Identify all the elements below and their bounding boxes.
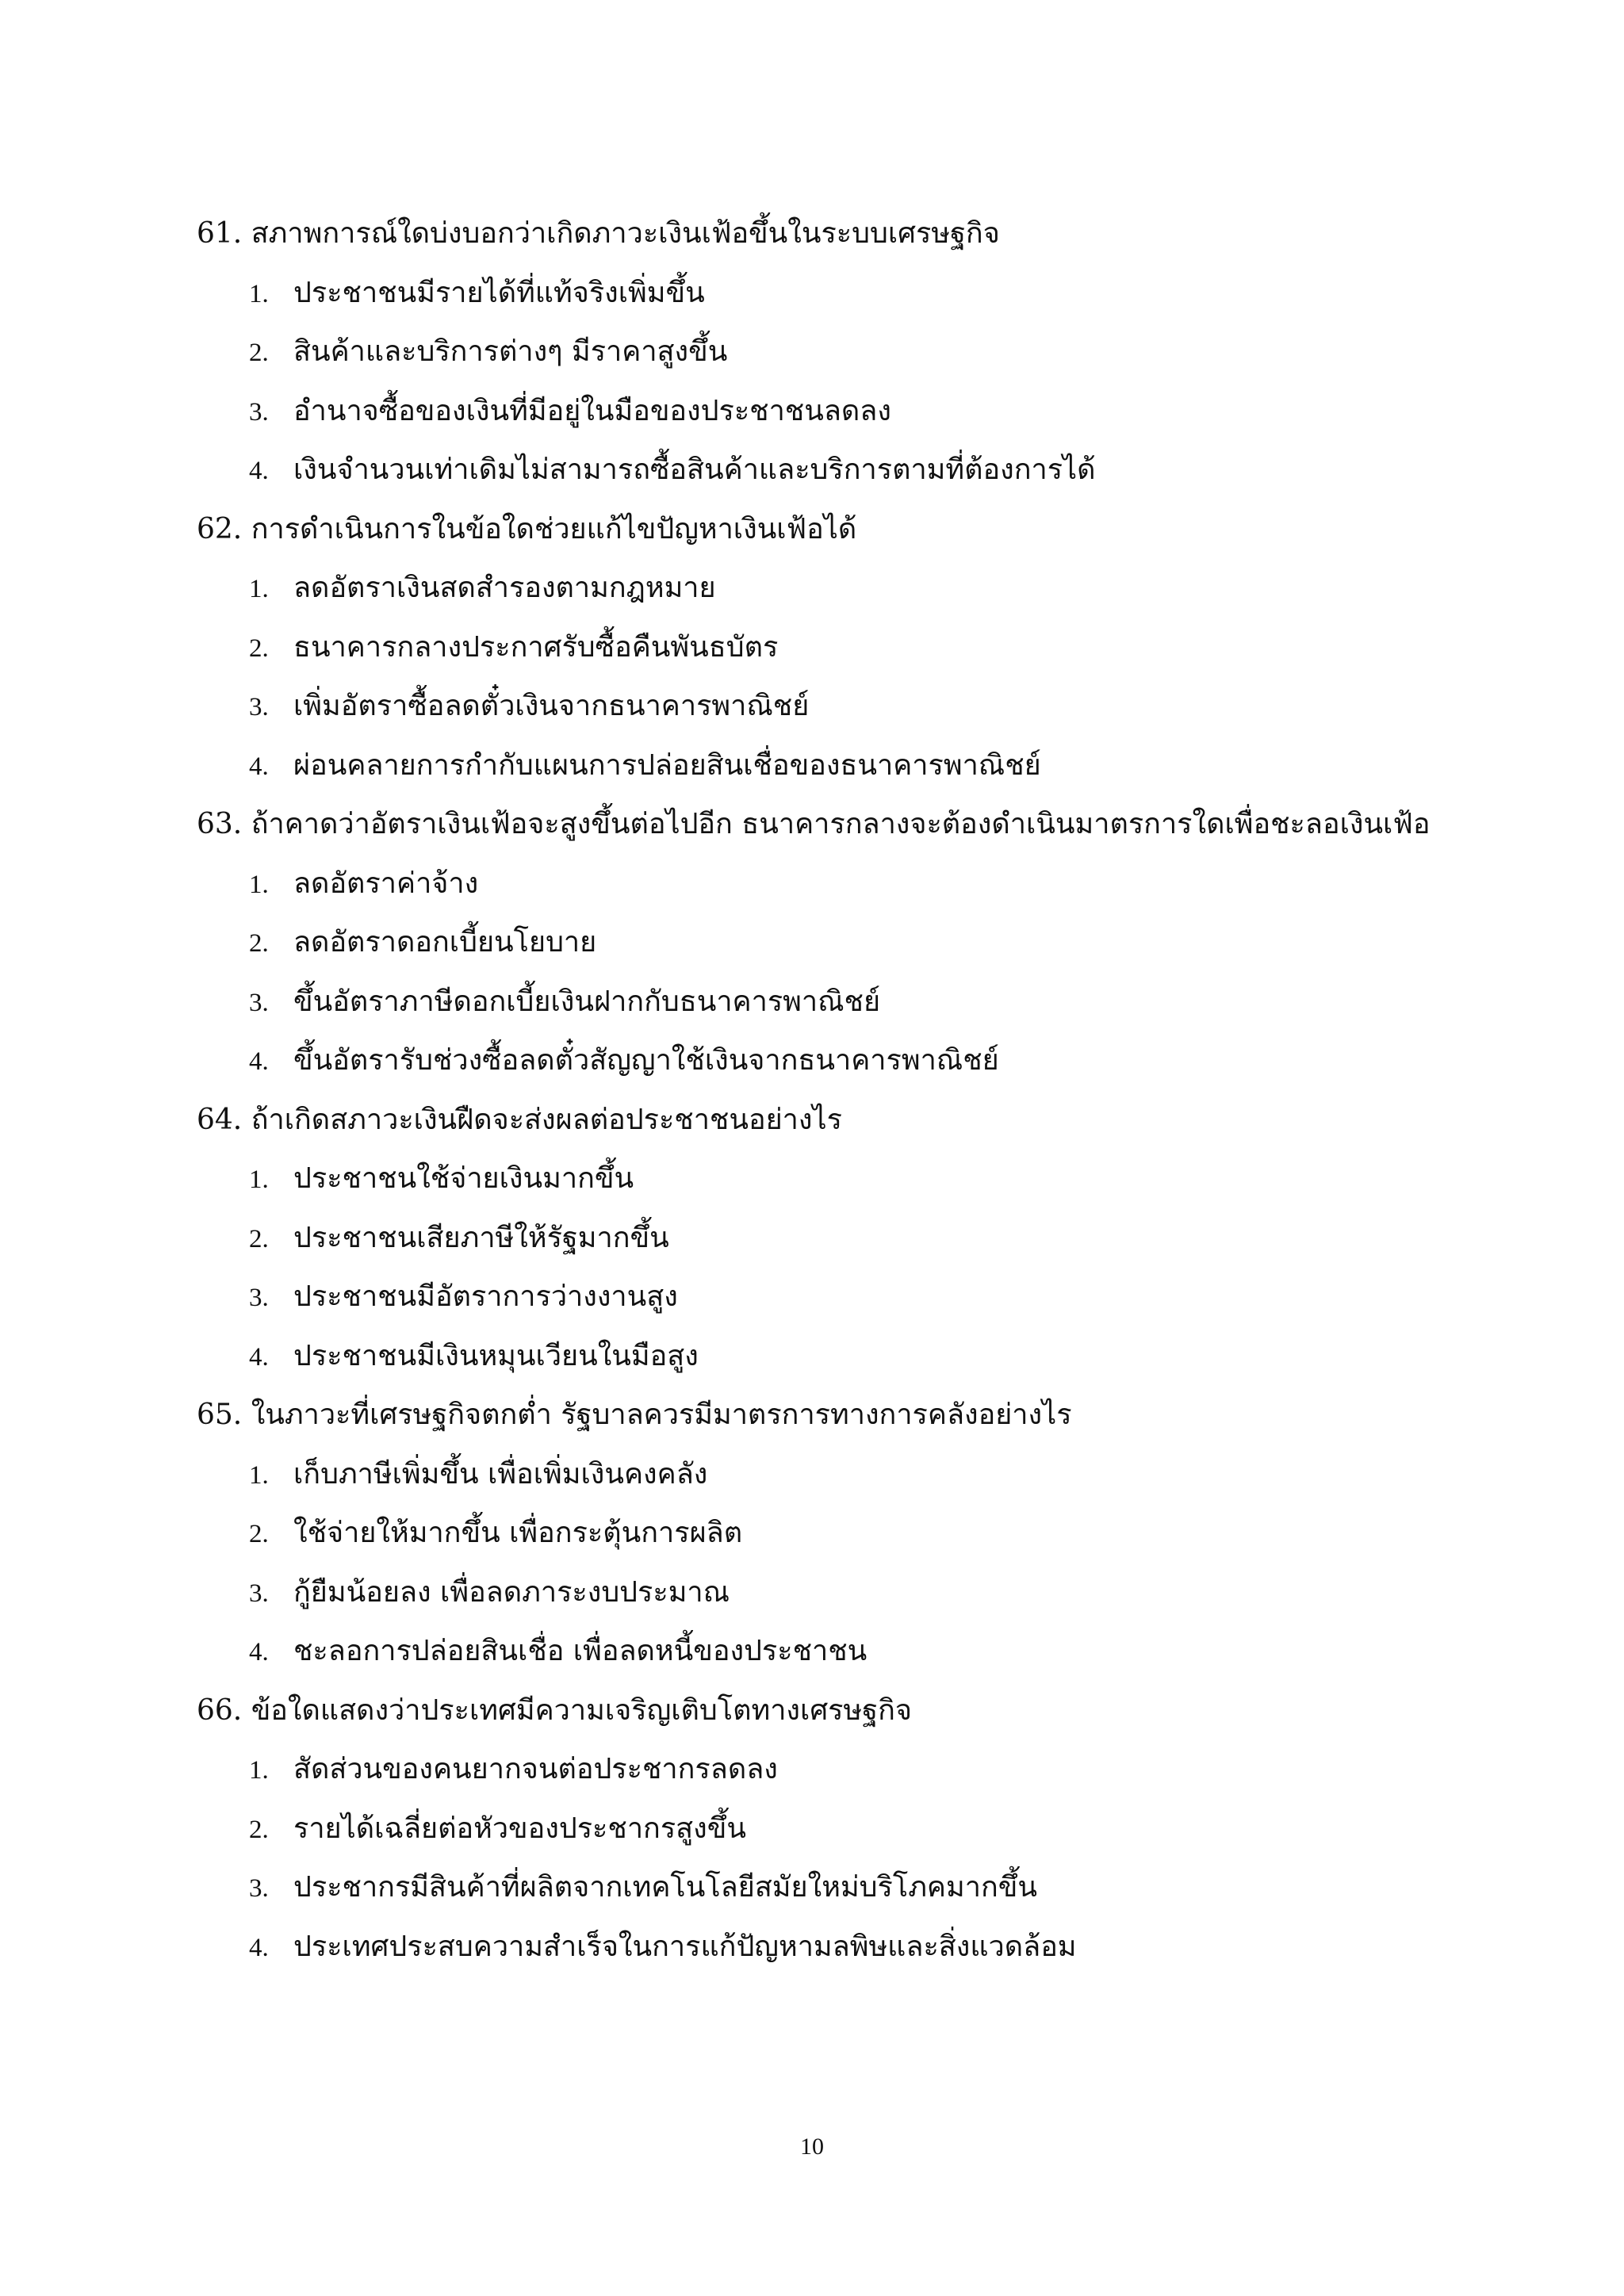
option-text: ใช้จ่ายให้มากขึ้น เพื่อกระตุ้นการผลิต <box>293 1517 743 1549</box>
option-text: เพิ่มอัตราซื้อลดตั๋วเงินจากธนาคารพาณิชย์ <box>293 690 810 722</box>
answer-option <box>197 1327 1434 1387</box>
option-number: 2. <box>249 929 269 958</box>
answer-option <box>197 441 1434 500</box>
answer-option <box>197 1622 1434 1682</box>
option-text: ขึ้นอัตรารับช่วงซื้อลดตั๋วสัญญาใช้เงินจากธนาคารพาณิชย์ <box>293 1044 999 1077</box>
question-list <box>197 205 1434 1976</box>
option-number: 4. <box>249 752 269 781</box>
question-62 <box>197 500 1434 796</box>
option-number: 1. <box>249 279 269 308</box>
answer-option <box>197 1740 1434 1800</box>
answer-option <box>197 1800 1434 1859</box>
answer-option <box>197 1563 1434 1623</box>
answer-option <box>197 1031 1434 1091</box>
question-66 <box>197 1682 1434 1977</box>
question-text: 63. ถ้าคาดว่าอัตราเงินเฟ้อจะสูงขึ้นต่อไปอีก ธนาคารกลางจะต้องดำเนินมาตรการใดเพื่อชะลอเงินเฟ้อ <box>197 808 1431 840</box>
question-65 <box>197 1386 1434 1682</box>
option-text: ประชาชนมีรายได้ที่แท้จริงเพิ่มขึ้น <box>293 276 705 309</box>
option-text: ผ่อนคลายการกำกับแผนการปล่อยสินเชื่อของธนาคารพาณิชย์ <box>293 748 1041 782</box>
question-text: 65. ในภาวะที่เศรษฐกิจตกต่ำ รัฐบาลควรมีมาตรการทางการคลังอย่างไร <box>197 1399 1072 1431</box>
option-number: 3. <box>249 397 269 427</box>
answer-option <box>197 1918 1434 1977</box>
answer-option <box>197 1209 1434 1269</box>
answer-option <box>197 1858 1434 1918</box>
option-number: 4. <box>249 457 269 485</box>
answer-option <box>197 973 1434 1032</box>
option-text: กู้ยืมน้อยลง เพื่อลดภาระงบประมาณ <box>293 1575 730 1609</box>
answer-option <box>197 559 1434 618</box>
answer-option <box>197 1504 1434 1563</box>
question-63 <box>197 795 1434 1091</box>
question-text: 66. ข้อใดแสดงว่าประเทศมีความเจริญเติบโตทางเศรษฐกิจ <box>197 1693 912 1727</box>
question-text: 62. การดำเนินการในข้อใดช่วยแก้ไขปัญหาเงินเฟ้อได้ <box>197 512 857 545</box>
option-number: 2. <box>249 1224 269 1253</box>
answer-option <box>197 855 1434 914</box>
question-text: 64. ถ้าเกิดสภาวะเงินฝืดจะส่งผลต่อประชาชนอย่างไร <box>197 1103 842 1136</box>
option-text: ประเทศประสบความสำเร็จในการแก้ปัญหามลพิษและสิ่งแวดล้อม <box>293 1930 1077 1963</box>
option-text: เงินจำนวนเท่าเดิมไม่สามารถซื้อสินค้าและบริการตามที่ต้องการได้ <box>293 453 1096 486</box>
option-number: 1. <box>249 1756 269 1785</box>
answer-option <box>197 1445 1434 1505</box>
option-number: 3. <box>249 693 269 721</box>
option-text: ประชาชนเสียภาษีให้รัฐมากขึ้น <box>293 1221 669 1254</box>
question-64 <box>197 1091 1434 1387</box>
option-number: 1. <box>249 1460 269 1490</box>
option-number: 4. <box>249 1638 269 1667</box>
option-number: 4. <box>249 1933 269 1962</box>
answer-option <box>197 677 1434 737</box>
option-number: 1. <box>249 575 269 603</box>
page-number: 10 <box>800 2133 824 2160</box>
answer-options <box>197 264 1434 500</box>
option-number: 3. <box>249 988 269 1017</box>
option-text: ประชากรมีสินค้าที่ผลิตจากเทคโนโลยีสมัยใหม่บริโภคมากขึ้น <box>293 1871 1037 1904</box>
answer-option <box>197 737 1434 796</box>
answer-options <box>197 855 1434 1091</box>
option-number: 2. <box>249 1520 269 1548</box>
option-text: ประชาชนมีเงินหมุนเวียนในมือสูง <box>293 1339 699 1372</box>
answer-option <box>197 618 1434 678</box>
option-text: เก็บภาษีเพิ่มขึ้น เพื่อเพิ่มเงินคงคลัง <box>293 1457 708 1490</box>
option-number: 3. <box>249 1284 269 1312</box>
option-number: 2. <box>249 339 269 367</box>
option-number: 4. <box>249 1047 269 1076</box>
option-number: 3. <box>249 1578 269 1608</box>
answer-options <box>197 1150 1434 1386</box>
option-number: 4. <box>249 1342 269 1372</box>
option-number: 1. <box>249 870 269 899</box>
option-text: ชะลอการปล่อยสินเชื่อ เพื่อลดหนี้ของประชาชน <box>293 1635 868 1667</box>
option-number: 2. <box>249 1815 269 1844</box>
answer-options <box>197 559 1434 795</box>
question-61 <box>197 205 1434 500</box>
answer-option <box>197 913 1434 973</box>
option-text: ประชาชนใช้จ่ายเงินมากขึ้น <box>293 1162 634 1195</box>
answer-option <box>197 264 1434 323</box>
option-number: 2. <box>249 633 269 663</box>
answer-options <box>197 1445 1434 1682</box>
option-text: ขึ้นอัตราภาษีดอกเบี้ยเงินฝากกับธนาคารพาณิชย์ <box>293 985 881 1018</box>
option-text: รายได้เฉลี่ยต่อหัวของประชากรสูงขึ้น <box>293 1812 746 1845</box>
question-text: 61. สภาพการณ์ใดบ่งบอกว่าเกิดภาวะเงินเฟ้อขึ้นในระบบเศรษฐกิจ <box>197 217 1000 250</box>
answer-option <box>197 323 1434 382</box>
answer-options <box>197 1740 1434 1976</box>
option-number: 3. <box>249 1874 269 1903</box>
option-text: ลดอัตราค่าจ้าง <box>293 867 479 900</box>
option-text: ประชาชนมีอัตราการว่างงานสูง <box>293 1280 678 1313</box>
option-text: อำนาจซื้อของเงินที่มีอยู่ในมือของประชาชนลดลง <box>293 394 891 427</box>
option-text: สัดส่วนของคนยากจนต่อประชากรลดลง <box>293 1753 778 1785</box>
answer-option <box>197 1268 1434 1327</box>
answer-option <box>197 382 1434 442</box>
option-text: ลดอัตราดอกเบี้ยนโยบาย <box>293 926 597 959</box>
option-number: 1. <box>249 1165 269 1194</box>
answer-option <box>197 1150 1434 1209</box>
option-text: ลดอัตราเงินสดสำรองตามกฎหมาย <box>293 572 716 604</box>
option-text: สินค้าและบริการต่างๆ มีราคาสูงขึ้น <box>293 335 728 368</box>
option-text: ธนาคารกลางประกาศรับซื้อคืนพันธบัตร <box>293 630 779 664</box>
